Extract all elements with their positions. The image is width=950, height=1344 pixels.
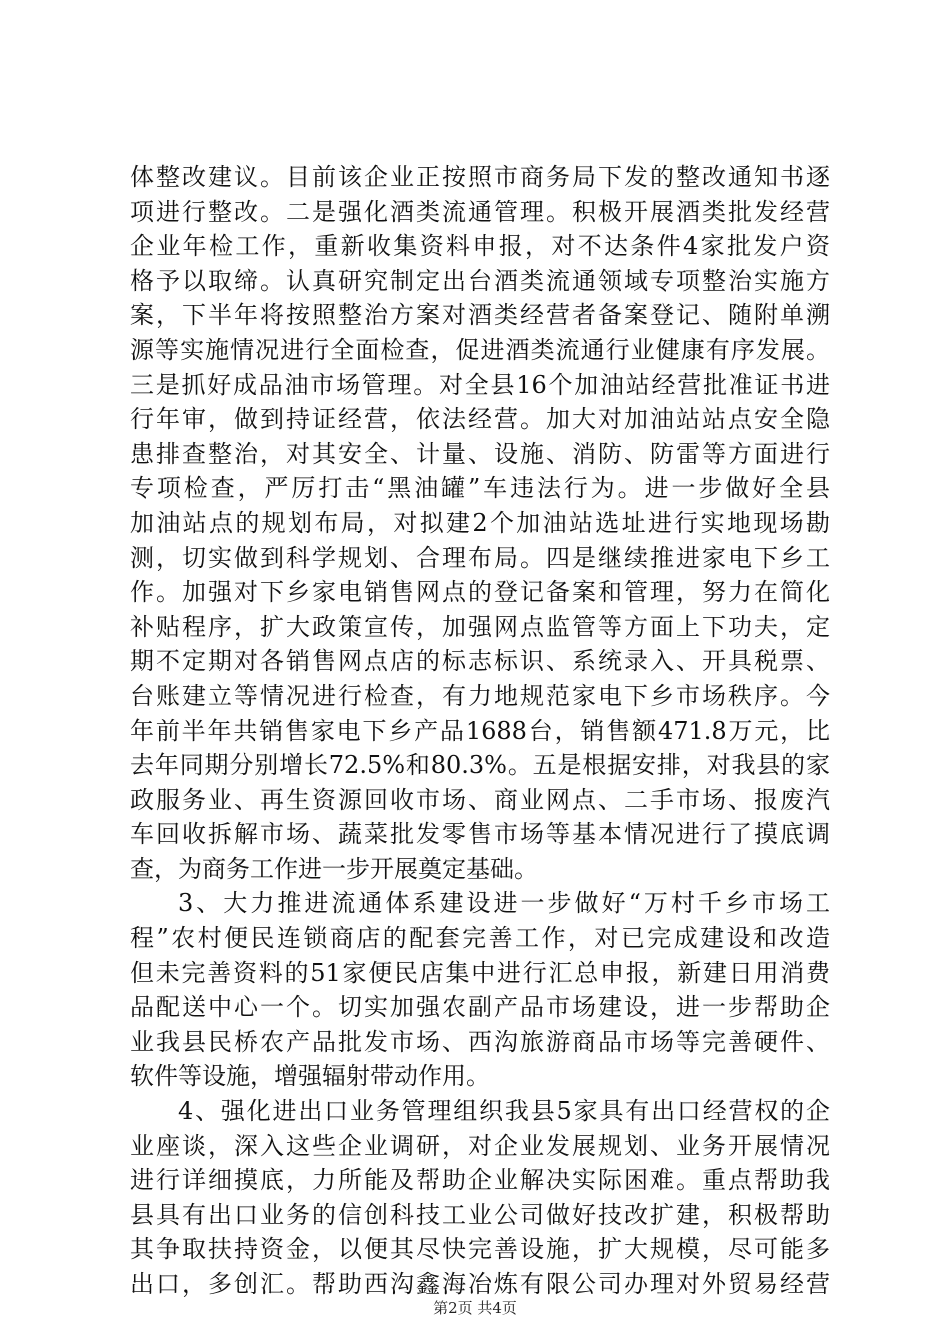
- text-line: 台账建立等情况进行检查，有力地规范家电下乡市场秩序。今: [130, 681, 830, 710]
- text-line: 年前半年共销售家电下乡产品1688台，销售额471.8万元，比: [130, 716, 830, 745]
- text-line: 企业年检工作，重新收集资料申报，对不达条件4家批发户资: [130, 232, 830, 261]
- text-line: 但未完善资料的51家便民店集中进行汇总申报，新建日用消费: [130, 958, 830, 987]
- text-line: 业座谈，深入这些企业调研，对企业发展规划、业务开展情况: [130, 1131, 830, 1160]
- text-line: 格予以取缔。认真研究制定出台酒类流通领域专项整治实施方: [130, 266, 830, 295]
- text-line: 3、大力推进流通体系建设进一步做好“万村千乡市场工: [178, 889, 830, 918]
- text-line: 4、强化进出口业务管理组织我县5家具有出口经营权的企: [178, 1097, 830, 1126]
- text-line: 车回收拆解市场、蔬菜批发零售市场等基本情况进行了摸底调: [130, 820, 830, 849]
- text-line: 出口，多创汇。帮助西沟鑫海冶炼有限公司办理对外贸易经营: [130, 1270, 830, 1298]
- text-line: 加油站点的规划布局，对拟建2个加油站选址进行实地现场勘: [130, 508, 830, 537]
- text-line: 软件等设施，增强辐射带动作用。: [130, 1062, 490, 1091]
- text-line: 源等实施情况进行全面检查，促进酒类流通行业健康有序发展。: [130, 335, 830, 364]
- text-line: 案，下半年将按照整治方案对酒类经营者备案登记、随附单溯: [130, 301, 830, 330]
- text-line: 县具有出口业务的信创科技工业公司做好技改扩建，积极帮助: [130, 1200, 830, 1229]
- page-number-footer: 第2页 共4页: [433, 1299, 517, 1317]
- paragraph-1: [130, 160, 830, 886]
- text-line: 作。加强对下乡家电销售网点的登记备案和管理，努力在简化: [130, 578, 830, 607]
- text-line: 查，为商务工作进一步开展奠定基础。: [130, 854, 538, 883]
- text-line: 三是抓好成品油市场管理。对全县16个加油站经营批准证书进: [130, 370, 830, 399]
- text-line: 品配送中心一个。切实加强农副产品市场建设，进一步帮助企: [130, 993, 830, 1022]
- text-line: 患排查整治，对其安全、计量、设施、消防、防雷等方面进行: [130, 439, 830, 468]
- text-line: 体整改建议。目前该企业正按照市商务局下发的整改通知书逐: [130, 163, 830, 191]
- text-line: 政服务业、再生资源回收市场、商业网点、二手市场、报废汽: [130, 785, 830, 814]
- text-line: 业我县民桥农产品批发市场、西沟旅游商品市场等完善硬件、: [130, 1027, 830, 1056]
- text-line: 专项检查，严厉打击“黑油罐”车违法行为。进一步做好全县: [130, 474, 830, 503]
- paragraph-3: [130, 1094, 830, 1302]
- document-body: [130, 160, 830, 1302]
- text-line: 期不定期对各销售网点店的标志标识、系统录入、开具税票、: [130, 647, 830, 676]
- text-line: 项进行整改。二是强化酒类流通管理。积极开展酒类批发经营: [130, 197, 830, 226]
- text-line: 测，切实做到科学规划、合理布局。四是继续推进家电下乡工: [130, 543, 830, 572]
- text-line: 其争取扶持资金，以便其尽快完善设施，扩大规模，尽可能多: [130, 1235, 830, 1264]
- text-line: 行年审，做到持证经营，依法经营。加大对加油站站点安全隐: [130, 405, 830, 434]
- text-line: 进行详细摸底，力所能及帮助企业解决实际困难。重点帮助我: [130, 1166, 830, 1195]
- text-line: 补贴程序，扩大政策宣传，加强网点监管等方面上下功夫，定: [130, 612, 830, 641]
- text-line: 程”农村便民连锁商店的配套完善工作，对已完成建设和改造: [130, 924, 830, 953]
- paragraph-2: [130, 886, 830, 1094]
- text-line: 去年同期分别增长72.5%和80.3%。五是根据安排，对我县的家: [130, 751, 830, 780]
